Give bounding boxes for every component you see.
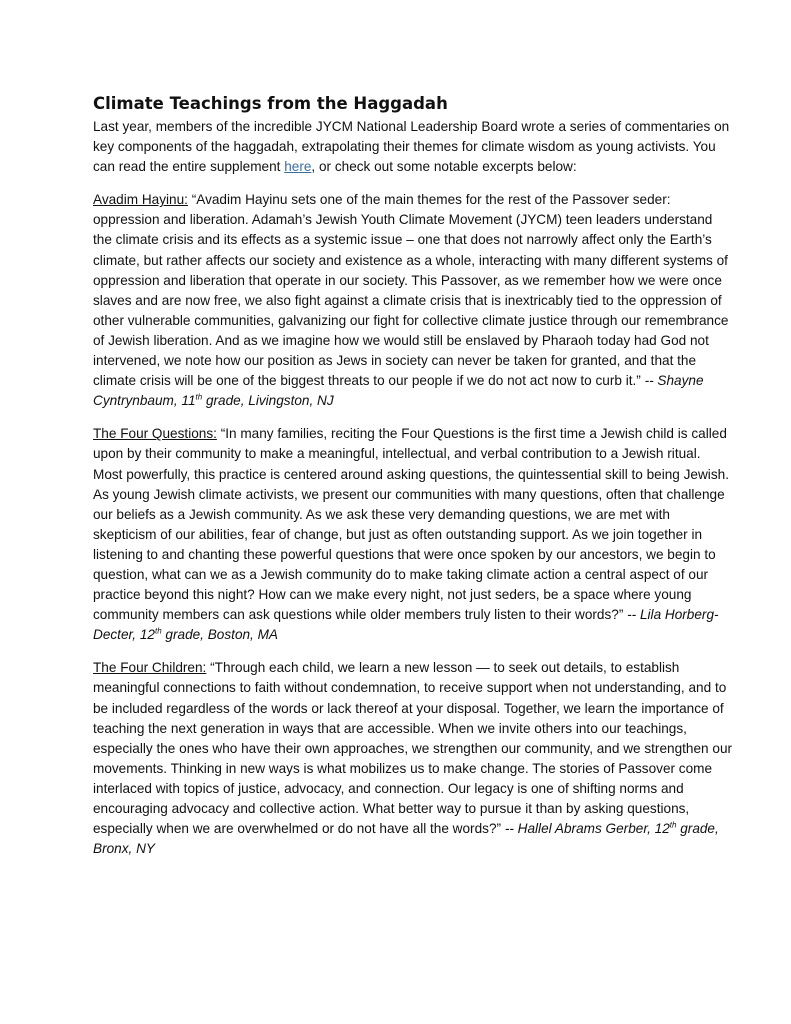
attribution-name: -- Shayne Cyntrynbaum, 11 (93, 373, 704, 409)
document-title: Climate Teachings from the Haggadah (93, 94, 448, 113)
intro-text-after-link: , or check out some notable excerpts below: (311, 159, 577, 175)
attribution-grade-location: grade, Bronx, NY (93, 821, 719, 857)
section-four-children (93, 658, 733, 859)
section-heading: The Four Questions: (93, 426, 217, 442)
section-quote: “In many families, reciting the Four Questions is the first time a Jewish child is called upon by their community to make a meaningful, intellectual, and verbal contribution to a Jewish ritual. Most powerfully, this practice is centered around asking questions, the quintessential skill to being Jewish. As young Jewish climate activists, we present our communities with many questions, often that challenge our beliefs as a Jewish community. As we ask these very demanding questions, we are met with skepticism of our abilities, fear of change, but just as often outstanding support. As we join together in listening to and chanting these powerful questions that were once spoken by our ancestors, we begin to question, what can we as a Jewish community do to make taking climate action a central aspect of our practice beyond this night? How can we make every night, not just seders, be a space where young community members can ask questions while older members truly listen to their words?” (93, 426, 729, 623)
section-quote: “Avadim Hayinu sets one of the main themes for the rest of the Passover seder: oppression and liberation. Adamah’s Jewish Youth Climate Movement (JYCM) teen leaders understand the climate crisis and its effects as a systemic issue – one that does not narrowly affect only the Earth’s climate, but rather affects our society and existence as a whole, interacting with many different systems of oppression and liberation that operate in our society. This Passover, as we remember how we were once slaves and are now free, we also fight against a climate crisis that is inextricably tied to the oppression of other vulnerable communities, galvanizing our fight for collective climate justice through our remembrance of Jewish liberation. And as we imagine how we would still be enslaved by Pharaoh today had God not intervened, we note how our position as Jews in society can never be taken for granted, and that the climate crisis will be one of the biggest threats to our people if we do not act now to curb it.” (93, 192, 729, 389)
attribution-superscript: th (154, 626, 162, 636)
attribution-grade-location: grade, Boston, MA (161, 627, 279, 643)
document-page (93, 93, 733, 872)
section-avadim-hayinu (93, 190, 733, 411)
intro-text-before-link: Last year, members of the incredible JYCM National Leadership Board wrote a series of commentaries on key components of the haggadah, extrapolating their themes for climate wisdom as young activists. You can read the entire supplement (93, 119, 730, 175)
section-heading: Avadim Hayinu: (93, 192, 188, 208)
attribution-name: -- Hallel Abrams Gerber, 12 (501, 821, 670, 837)
attribution-superscript: th (195, 392, 203, 402)
intro-paragraph (93, 117, 733, 177)
attribution-name: -- Lila Horberg-Decter, 12 (93, 607, 719, 643)
attribution-superscript: th (669, 820, 677, 830)
section-quote: “Through each child, we learn a new lesson — to seek out details, to establish meaningful connections to faith without condemnation, to receive support when not understanding, and to be included regardless of the words or lack thereof at your disposal. Together, we learn the importance of teaching the next generation in ways that are accessible. When we invite others into our teachings, especially the ones who have their own approaches, we strengthen our community, and we strengthen our movements. Thinking in new ways is what mobilizes us to make change. The stories of Passover come interlaced with topics of justice, advocacy, and connection. Our legacy is one of shifting norms and encouraging advocacy and collective action. What better way to pursue it than by asking questions, especially when we are overwhelmed or do not have all the words?” (93, 660, 733, 837)
supplement-link[interactable]: here (284, 159, 312, 175)
attribution-grade-location: grade, Livingston, NJ (202, 393, 334, 409)
section-four-questions (93, 424, 733, 645)
section-heading: The Four Children: (93, 660, 207, 676)
